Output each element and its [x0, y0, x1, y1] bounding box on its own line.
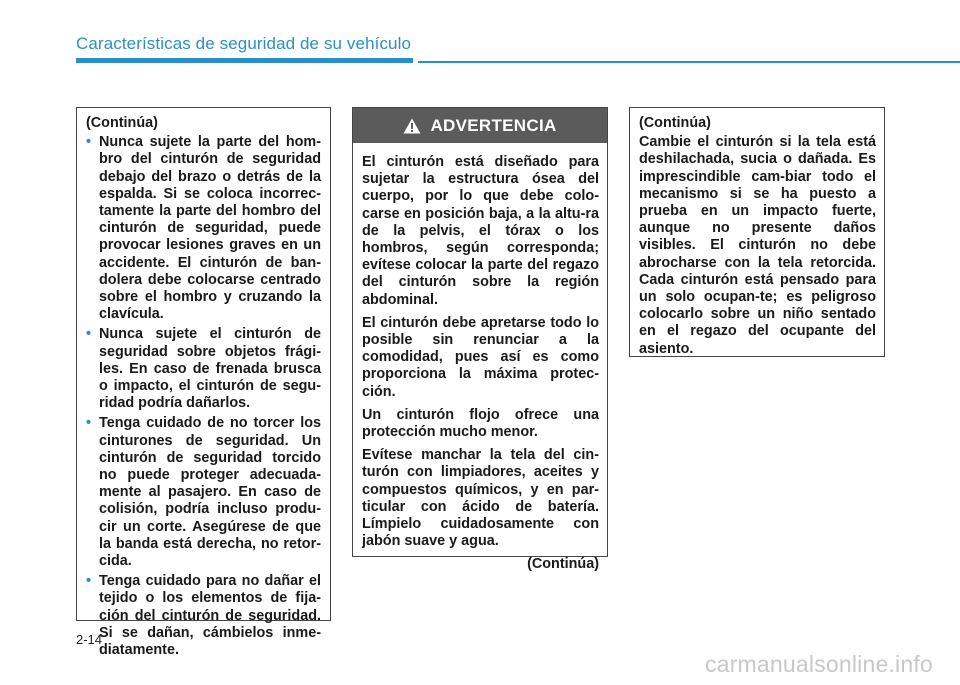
bullet-list: [86, 134, 321, 659]
header-rule: [418, 61, 960, 63]
bullet-item: [86, 326, 321, 412]
bullet-item: [86, 573, 321, 659]
continued-label: (Continúa): [639, 115, 711, 131]
warning-triangle-icon: [403, 118, 421, 134]
bullet-icon: •: [86, 134, 92, 151]
bullet-text: Tenga cuidado de no torcer los cinturones de seguridad. Un cinturón de seguridad torcido no puede proteger adecuada-mente al pasajero. En caso de colisión, podría incluso produ-cir un corte. Asegúrese de que la banda está derecha, no retor-cida.: [99, 415, 321, 570]
continued-label: (Continúa): [527, 556, 599, 573]
bullet-item: [86, 134, 321, 323]
warning-title: ADVERTENCIA: [430, 115, 557, 135]
warning-paragraph: El cinturón está diseñado para sujetar la estructura ósea del cuerpo, por lo que debe colo-carse en posición baja, a la altu-ra de la pelvis, el tórax o los hombros, según corresponda; evítese colocar la parte del regazo del cinturón sobre la región abdominal.: [362, 154, 599, 308]
bullet-icon: •: [86, 415, 92, 432]
bullet-icon: •: [86, 326, 92, 343]
warning-paragraph: Un cinturón flojo ofrece una protección mucho menor.: [362, 406, 599, 441]
continued-label: (Continúa): [86, 115, 158, 131]
header-rule-accent: [76, 58, 413, 63]
warning-body: [353, 143, 607, 574]
content-box-right: [629, 107, 885, 357]
warning-paragraph: El cinturón debe apretarse todo lo posible sin renunciar a la comodidad, pues así es como proporciona la máxima protec-ción.: [362, 314, 599, 400]
bullet-text: Nunca sujete la parte del hom-bro del cinturón de seguridad debajo del brazo o detrás de la espalda. Si se coloca incorrec-tamente la parte del hombro del cinturón de seguridad, puede provocar lesiones graves en un accidente. El cinturón de ban-dolera debe colocarse centrado sobre el hombro y cruzando la clavícula.: [99, 134, 321, 323]
bullet-item: [86, 415, 321, 570]
watermark: carmanualsonline.info: [705, 651, 933, 677]
warning-paragraph: Evítese manchar la tela del cin-turón con limpiadores, aceites y compuestos químicos, y en par-ticular con ácido de batería. Límpielo cuidadosamente con jabón suave y agua.: [362, 447, 599, 550]
page-number: 2-14: [76, 632, 103, 647]
body-paragraph: Cambie el cinturón si la tela está deshilachada, sucia o dañada. Es imprescindible cam-biar todo el mecanismo si se ha puesto a prueba en un impacto fuerte, aunque no presente daños visibles. El cinturón no debe abrocharse con la tela retorcida. Cada cinturón está pensado para un solo ocupan-te; es peligroso colocarlo sobre un niño sentado en el regazo del ocupante del asiento.: [639, 134, 876, 357]
bullet-text: Tenga cuidado para no dañar el tejido o los elementos de fija-ción del cinturón de seguridad. Si se dañan, cámbielos inme-diatamente.: [99, 573, 321, 659]
warning-box: [352, 107, 608, 573]
bullet-icon: •: [86, 573, 92, 590]
bullet-text: Nunca sujete el cinturón de seguridad sobre objetos frági-les. En caso de frenada brusca o impacto, el cinturón de segu-ridad podría dañarlos.: [99, 326, 321, 412]
section-title: Características de seguridad de su vehículo: [76, 34, 412, 53]
warning-header: [353, 108, 607, 143]
